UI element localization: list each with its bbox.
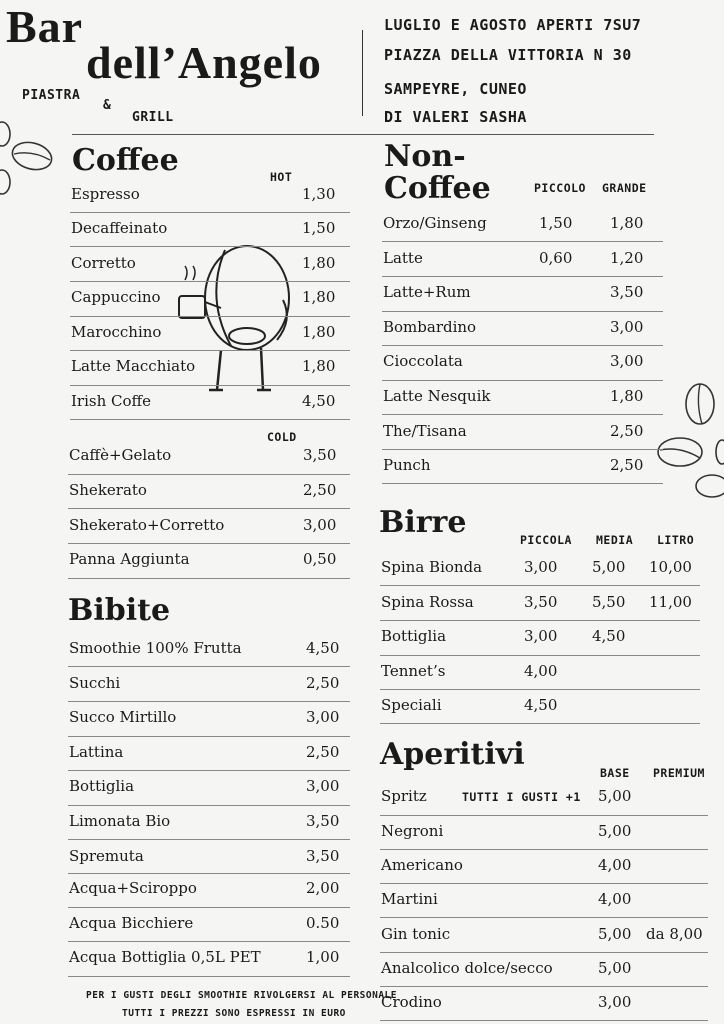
list-item: Spina Bionda	[381, 558, 483, 576]
divider	[380, 986, 708, 987]
coffee-hot-label: HOT	[270, 170, 293, 184]
list-item: Martini	[381, 890, 438, 908]
divider	[68, 907, 350, 908]
divider	[382, 345, 663, 346]
item-price: 3,00	[306, 777, 340, 795]
list-item: Acqua+Sciroppo	[69, 879, 197, 897]
list-item: Gin tonic	[381, 925, 451, 943]
item-price-grande: 2,50	[610, 422, 644, 440]
non-coffee-title-line1: Non-	[384, 139, 466, 174]
item-price: 3,50	[306, 847, 340, 865]
list-item: Bottiglia	[69, 777, 135, 795]
divider	[380, 620, 700, 621]
item-price-base: 5,00	[598, 787, 632, 805]
list-item: Irish Coffe	[71, 392, 152, 410]
item-price: 1,80	[302, 357, 336, 375]
item-price-grande: 2,50	[610, 456, 644, 474]
item-price: 3,50	[303, 446, 337, 464]
divider	[68, 543, 350, 544]
coffee-beans-left-icon	[0, 112, 60, 202]
list-item: The/Tisana	[383, 422, 467, 440]
birre-col-piccola: PICCOLA	[520, 533, 572, 547]
list-item: Shekerato+Corretto	[69, 516, 225, 534]
item-price-media: 5,50	[592, 593, 626, 611]
divider	[380, 952, 708, 953]
list-item: Cioccolata	[383, 352, 463, 370]
item-price-piccolo: 0,60	[539, 249, 573, 267]
divider	[70, 246, 350, 247]
item-price: 3,00	[306, 708, 340, 726]
divider	[70, 385, 350, 386]
item-price: 1,80	[302, 254, 336, 272]
divider	[380, 655, 700, 656]
info-owner: DI VALERI SASHA	[384, 108, 527, 126]
item-price-piccola: 4,00	[524, 662, 558, 680]
logo-dell-angelo: dell’Angelo	[86, 37, 322, 88]
item-price-litro: 10,00	[649, 558, 692, 576]
item-price-grande: 3,00	[610, 352, 644, 370]
list-item: Crodino	[381, 993, 442, 1011]
list-item: Succhi	[69, 674, 121, 692]
divider	[382, 276, 663, 277]
item-price-premium: da 8,00	[646, 925, 703, 943]
item-price: 0.50	[306, 914, 340, 932]
bibite-title: Bibite	[68, 593, 171, 628]
list-item: Smoothie 100% Frutta	[69, 639, 242, 657]
spritz-note: TUTTI I GUSTI +1	[462, 790, 581, 804]
info-address: PIAZZA DELLA VITTORIA N 30	[384, 46, 632, 64]
item-price: 1,80	[302, 288, 336, 306]
item-price: 3,00	[303, 516, 337, 534]
divider	[380, 849, 708, 850]
list-item: Bottiglia	[381, 627, 447, 645]
info-hours: LUGLIO E AGOSTO APERTI 7SU7	[384, 16, 642, 34]
list-item: Limonata Bio	[69, 812, 171, 830]
list-item: Spritz	[381, 787, 427, 805]
divider	[380, 917, 708, 918]
item-price-grande: 1,20	[610, 249, 644, 267]
item-price: 1,50	[302, 219, 336, 237]
divider	[380, 585, 700, 586]
item-price: 0,50	[303, 550, 337, 568]
divider	[70, 419, 350, 420]
coffee-title: Coffee	[72, 143, 179, 178]
divider	[68, 666, 350, 667]
aperitivi-col-base: BASE	[600, 766, 630, 780]
list-item: Speciali	[381, 696, 442, 714]
list-item: Latte Nesquik	[383, 387, 491, 405]
list-item: Acqua Bicchiere	[69, 914, 194, 932]
divider	[382, 241, 663, 242]
list-item: Punch	[383, 456, 431, 474]
item-price: 2,50	[303, 481, 337, 499]
list-item: Acqua Bottiglia 0,5L PET	[69, 948, 261, 966]
divider	[382, 483, 663, 484]
coffee-cold-label: COLD	[267, 430, 297, 444]
divider	[68, 873, 350, 874]
divider	[380, 689, 700, 690]
footer-smoothie-note: PER I GUSTI DEGLI SMOOTHIE RIVOLGERSI AL PERSONALE	[86, 990, 397, 1001]
divider	[68, 976, 350, 977]
tag-piastra: PIASTRA	[22, 88, 81, 103]
item-price-grande: 3,50	[610, 283, 644, 301]
list-item: Lattina	[69, 743, 124, 761]
list-item: Tennet’s	[381, 662, 446, 680]
list-item: Caffè+Gelato	[69, 446, 172, 464]
list-item: Spina Rossa	[381, 593, 474, 611]
item-price: 2,00	[306, 879, 340, 897]
list-item: Analcolico dolce/secco	[381, 959, 553, 977]
coffee-beans-right-icon	[654, 378, 724, 508]
list-item: Shekerato	[69, 481, 147, 499]
divider	[382, 311, 663, 312]
item-price: 2,50	[306, 674, 340, 692]
divider	[70, 350, 350, 351]
birre-title: Birre	[379, 505, 467, 540]
item-price-piccola: 4,50	[524, 696, 558, 714]
divider	[68, 508, 350, 509]
non-coffee-title-line2: Coffee	[384, 171, 491, 206]
divider	[380, 815, 708, 816]
divider	[70, 316, 350, 317]
item-price-base: 5,00	[598, 959, 632, 977]
non-coffee-col-piccolo: PICCOLO	[534, 181, 586, 195]
divider	[380, 883, 708, 884]
aperitivi-col-premium: PREMIUM	[653, 766, 705, 780]
item-price: 1,80	[302, 323, 336, 341]
item-price: 3,50	[306, 812, 340, 830]
item-price-grande: 1,80	[610, 214, 644, 232]
list-item: Panna Aggiunta	[69, 550, 190, 568]
birre-col-litro: LITRO	[657, 533, 695, 547]
coffee-bean-mascot-icon	[165, 240, 305, 400]
birre-col-media: MEDIA	[596, 533, 634, 547]
divider	[68, 839, 350, 840]
item-price-base: 4,00	[598, 890, 632, 908]
divider	[382, 414, 663, 415]
list-item: Bombardino	[383, 318, 477, 336]
list-item: Succo Mirtillo	[69, 708, 177, 726]
tag-and: &	[103, 98, 112, 113]
item-price: 4,50	[306, 639, 340, 657]
divider	[382, 449, 663, 450]
list-item: Decaffeinato	[71, 219, 168, 237]
info-city: SAMPEYRE, CUNEO	[384, 80, 527, 98]
divider	[68, 701, 350, 702]
tag-grill: GRILL	[132, 110, 174, 125]
item-price-base: 4,00	[598, 856, 632, 874]
list-item: Latte Macchiato	[71, 357, 196, 375]
list-item: Espresso	[71, 185, 140, 203]
list-item: Orzo/Ginseng	[383, 214, 487, 232]
divider	[68, 578, 350, 579]
divider	[68, 474, 350, 475]
non-coffee-col-grande: GRANDE	[602, 181, 647, 195]
header-divider	[362, 30, 363, 116]
divider	[380, 723, 700, 724]
divider	[70, 212, 350, 213]
item-price-grande: 1,80	[610, 387, 644, 405]
header-rule	[72, 134, 654, 135]
item-price-grande: 3,00	[610, 318, 644, 336]
list-item: Negroni	[381, 822, 444, 840]
list-item: Marocchino	[71, 323, 162, 341]
divider	[68, 805, 350, 806]
divider	[382, 380, 663, 381]
list-item: Cappuccino	[71, 288, 161, 306]
divider	[380, 1020, 708, 1021]
item-price: 1,30	[302, 185, 336, 203]
list-item: Spremuta	[69, 847, 144, 865]
item-price: 4,50	[302, 392, 336, 410]
logo-bar: Bar	[6, 1, 84, 52]
list-item: Americano	[381, 856, 463, 874]
item-price-media: 4,50	[592, 627, 626, 645]
divider	[68, 736, 350, 737]
item-price-base: 5,00	[598, 822, 632, 840]
item-price: 2,50	[306, 743, 340, 761]
list-item: Latte	[383, 249, 423, 267]
item-price-media: 5,00	[592, 558, 626, 576]
item-price-base: 5,00	[598, 925, 632, 943]
item-price-piccola: 3,50	[524, 593, 558, 611]
item-price-piccola: 3,00	[524, 627, 558, 645]
item-price-base: 3,00	[598, 993, 632, 1011]
item-price-piccolo: 1,50	[539, 214, 573, 232]
list-item: Latte+Rum	[383, 283, 471, 301]
item-price-piccola: 3,00	[524, 558, 558, 576]
divider	[68, 770, 350, 771]
list-item: Corretto	[71, 254, 136, 272]
item-price-litro: 11,00	[649, 593, 692, 611]
divider	[68, 941, 350, 942]
footer-euro-note: TUTTI I PREZZI SONO ESPRESSI IN EURO	[122, 1008, 346, 1019]
divider	[70, 281, 350, 282]
aperitivi-title: Aperitivi	[380, 737, 525, 772]
item-price: 1,00	[306, 948, 340, 966]
